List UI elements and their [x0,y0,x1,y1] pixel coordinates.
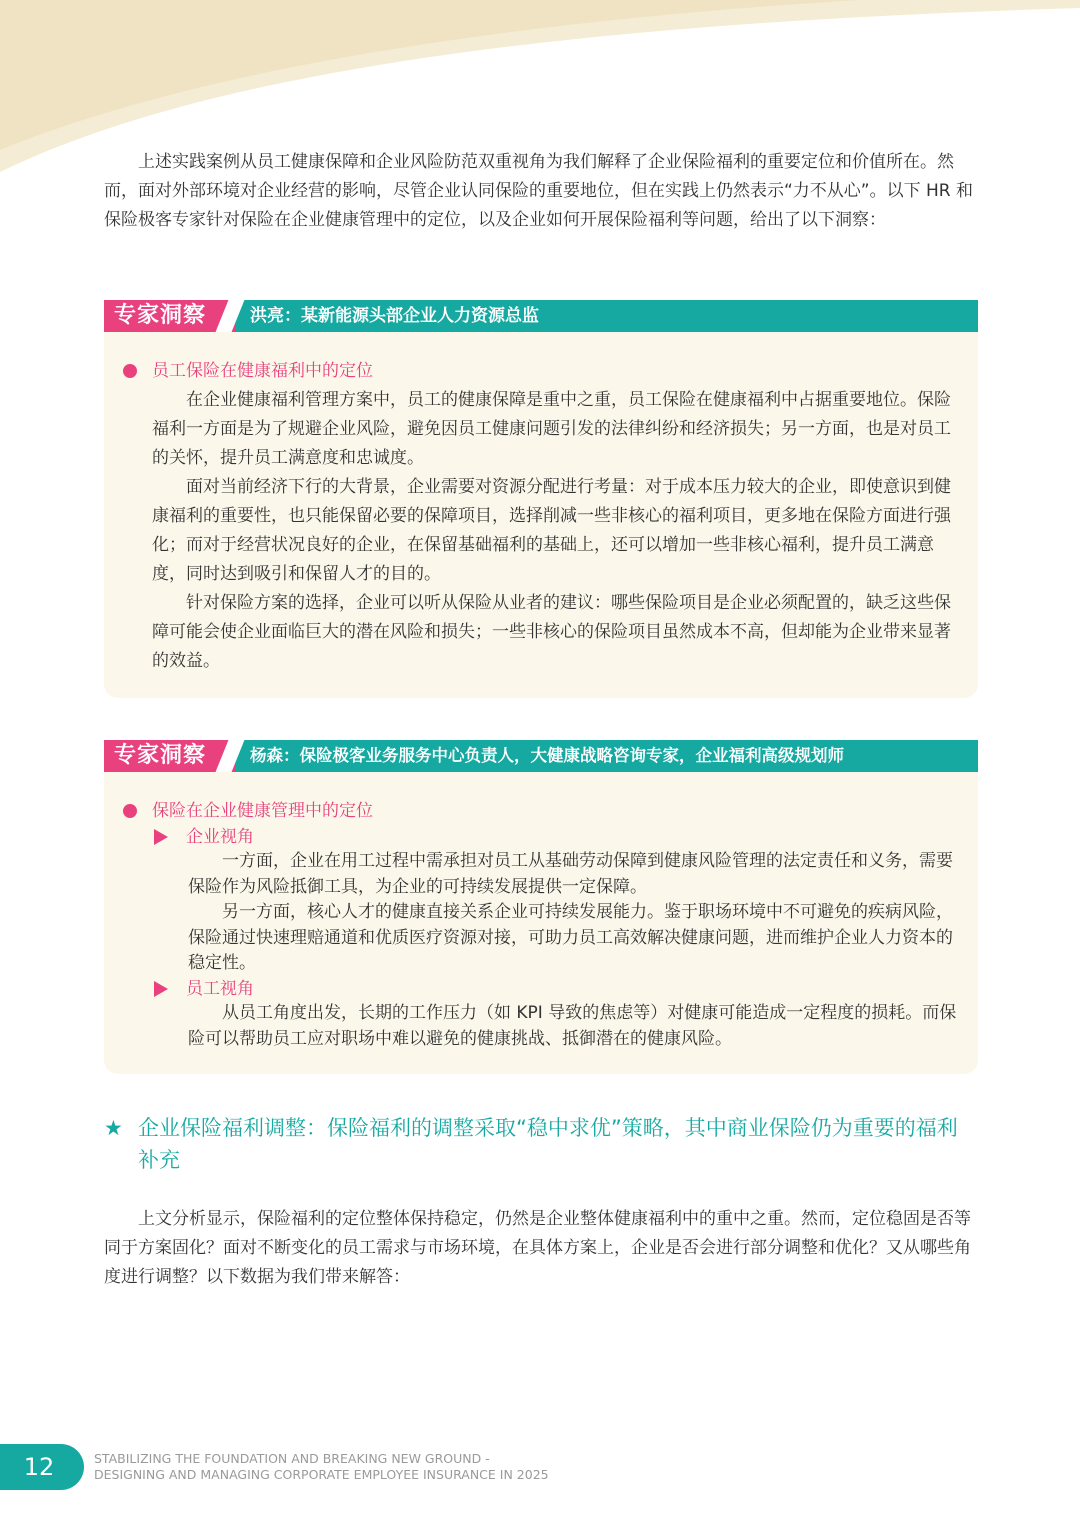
triangle-bullet-icon [154,829,168,845]
page-number: 12 [0,1444,84,1490]
expert-insight-tag: 专家洞察 [104,740,236,772]
insight-paragraph: 另一方面，核心人才的健康直接关系企业可持续发展能力。鉴于职场环境中不可避免的疾病风险，保险通过快速理赔通道和优质医疗资源对接，可助力员工高效解决健康问题，进而维护企业人力资本的稳定性。 [188,902,953,973]
expert-header [104,740,978,772]
expert-insight-tag: 专家洞察 [104,300,236,332]
section-heading-text: 企业保险福利调整：保险福利的调整采取“稳中求优”策略，其中商业保险仍为重要的福利补充 [138,1116,958,1172]
sub-item-title: 员工视角 [186,979,254,999]
expert-name: 洪亮：某新能源头部企业人力资源总监 [250,306,539,326]
expert-name: 杨森：保险极客业务服务中心负责人，大健康战略咨询专家，企业福利高级规划师 [250,746,844,765]
bullet-dot-icon [123,364,137,378]
sub-item-title: 企业视角 [186,827,254,847]
footer-line-1: STABILIZING THE FOUNDATION AND BREAKING NEW GROUND - [94,1451,490,1466]
triangle-bullet-icon [154,981,168,997]
star-icon: ★ [104,1116,123,1140]
item-title: 员工保险在健康福利中的定位 [152,361,373,381]
expert-header [104,300,978,332]
outro-paragraph: 上文分析显示，保险福利的定位整体保持稳定，仍然是企业整体健康福利中的重中之重。然而，定位稳固是否等同于方案固化？面对不断变化的员工需求与市场环境，在具体方案上，企业是否会进行部分调整和优化？又从哪些角度进行调整？以下数据为我们带来解答： [104,1209,971,1287]
expert-insight-box-1 [104,300,978,698]
bullet-dot-icon [123,804,137,818]
intro-paragraph: 上述实践案例从员工健康保障和企业风险防范双重视角为我们解释了企业保险福利的重要定位和价值所在。然而，面对外部环境对企业经营的影响，尽管企业认同保险的重要地位，但在实践上仍然表示“力不从心”。以下 HR 和保险极客专家针对保险在企业健康管理中的定位，以及企业如何开展保险福利等问题，给出了以下洞察： [104,152,974,230]
expert-insight-box-2 [104,740,978,1074]
item-title: 保险在企业健康管理中的定位 [152,801,373,821]
insight-paragraph: 从员工角度出发，长期的工作压力（如 KPI 导致的焦虑等）对健康可能造成一定程度的损耗。而保险可以帮助员工应对职场中难以避免的健康挑战、抵御潜在的健康风险。 [188,1003,957,1049]
insight-paragraph: 面对当前经济下行的大背景，企业需要对资源分配进行考量：对于成本压力较大的企业，即使意识到健康福利的重要性，也只能保留必要的保障项目，选择削减一些非核心的福利项目，更多地在保险方面进行强化；而对于经营状况良好的企业，在保留基础福利的基础上，还可以增加一些非核心福利，提升员工满意度，同时达到吸引和保留人才的目的。 [152,477,951,584]
insight-paragraph: 一方面，企业在用工过程中需承担对员工从基础劳动保障到健康风险管理的法定责任和义务，需要保险作为风险抵御工具，为企业的可持续发展提供一定保障。 [188,851,953,897]
insight-paragraph: 在企业健康福利管理方案中，员工的健康保障是重中之重，员工保险在健康福利中占据重要地位。保险福利一方面是为了规避企业风险，避免因员工健康问题引发的法律纠纷和经济损失；另一方面，也是对员工的关怀，提升员工满意度和忠诚度。 [152,390,951,468]
insight-paragraph: 针对保险方案的选择，企业可以听从保险从业者的建议：哪些保险项目是企业必须配置的，缺乏这些保障可能会使企业面临巨大的潜在风险和损失；一些非核心的保险项目虽然成本不高，但却能为企业带来显著的效益。 [152,593,951,671]
footer-title [94,1451,549,1483]
footer-line-2: DESIGNING AND MANAGING CORPORATE EMPLOYEE INSURANCE IN 2025 [94,1467,549,1482]
